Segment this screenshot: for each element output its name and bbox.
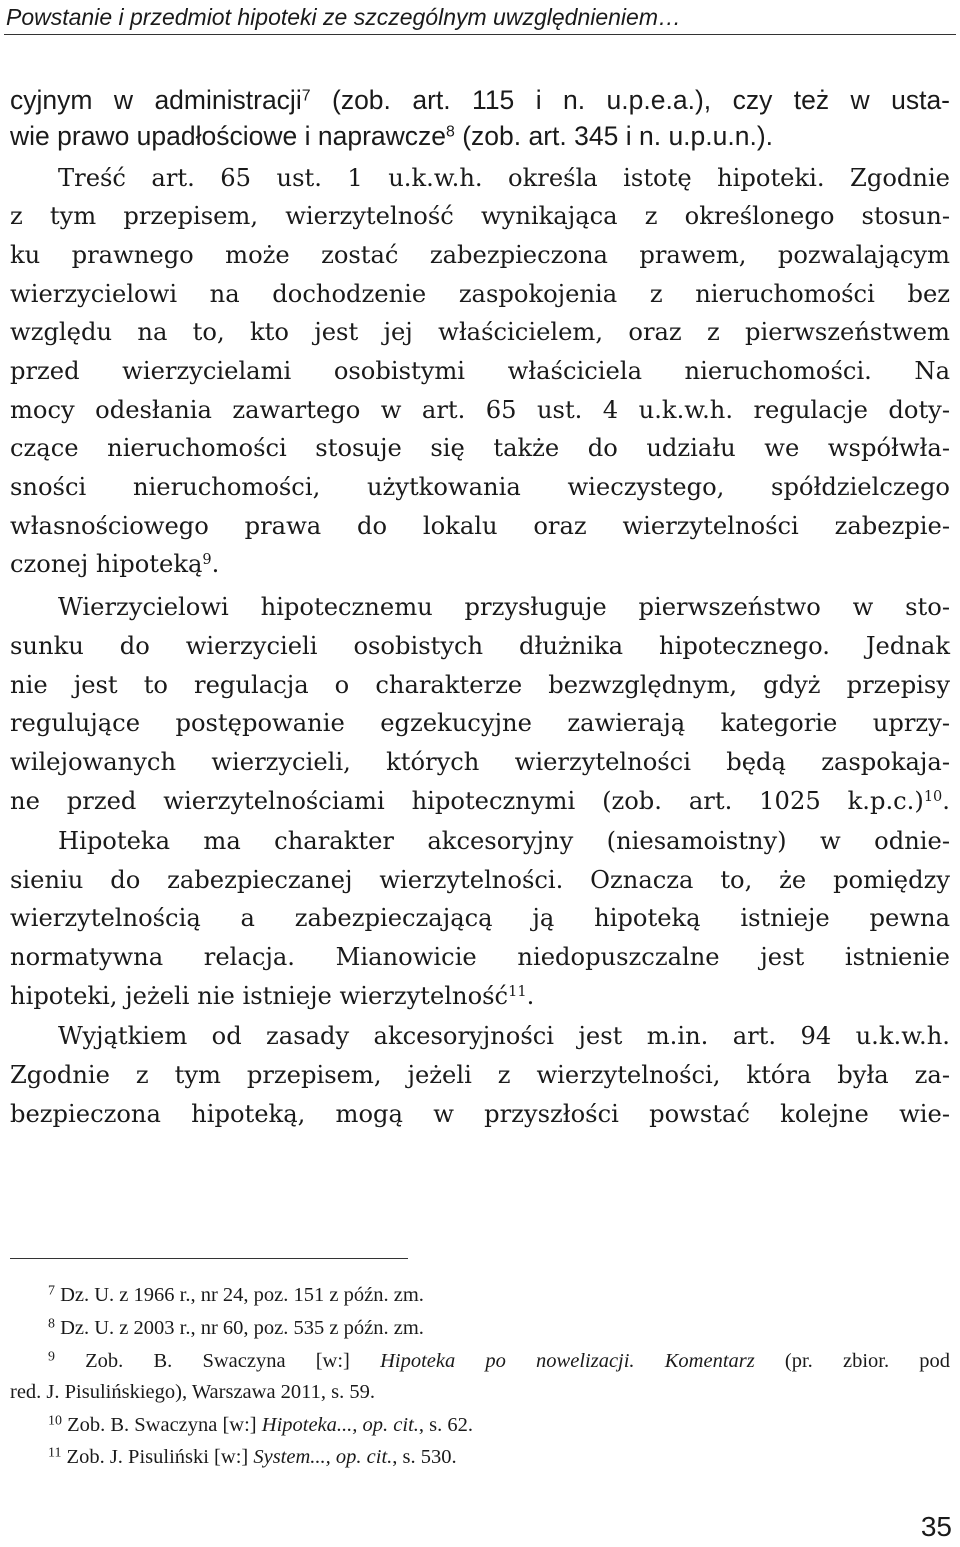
footnote-text: , s. 530.	[392, 1446, 457, 1468]
text-line: normatywna relacja. Mianowicie niedopuszczalne jest istnienie	[10, 943, 950, 971]
footnote-title: System..., op. cit.	[253, 1446, 393, 1468]
text-span: cyjnym w administracji	[10, 85, 302, 115]
text-span: .	[942, 787, 950, 815]
footnote-number: 9	[48, 1349, 55, 1365]
text-line: wierzytelnością a zabezpieczającą ją hipoteką istnieje pewna	[10, 904, 950, 932]
footnote-10	[48, 1409, 950, 1441]
text-span: (zob. art. 345 i n. u.p.u.n.).	[454, 121, 774, 151]
text-span: ne przed wierzytelnościami hipotecznymi (zob. art. 1025 k.p.c.)	[10, 787, 924, 815]
text-line: Wyjątkiem od zasady akcesoryjności jest m.in. art. 94 u.k.w.h.	[58, 1022, 950, 1050]
footnote-9-continued: red. J. Pisulińskiego), Warszawa 2011, s. 59.	[10, 1381, 376, 1403]
footnote-ref: 11	[508, 984, 527, 1001]
footnote-ref: 9	[202, 552, 212, 569]
text-span: czonej hipoteką	[10, 550, 203, 578]
footnote-11	[48, 1441, 950, 1473]
text-line: Hipoteka ma charakter akcesoryjny (niesamoistny) w odnie-	[58, 827, 950, 855]
text-span: .	[211, 550, 220, 578]
footnote-rule	[10, 1258, 408, 1259]
text-line: Wierzycielowi hipotecznemu przysługuje pierwszeństwo w sto-	[58, 593, 950, 621]
page-number: 35	[920, 1511, 952, 1542]
text-line	[10, 118, 950, 154]
text-line: sieniu do zabezpieczanej wierzytelności. Oznacza to, że pomiędzy	[10, 866, 950, 894]
footnote-text: , s. 62.	[418, 1414, 474, 1436]
text-line: ku prawnego może zostać zabezpieczona prawem, pozwalającym	[10, 241, 950, 269]
text-line: bezpieczona hipoteką, mogą w przyszłości powstać kolejne wie-	[10, 1100, 950, 1128]
text-line: wierzycielowi na dochodzenie zaspokojenia z nieruchomości bez	[10, 280, 950, 308]
footnote-text: Zob. J. Pisuliński [w:]	[66, 1446, 254, 1468]
text-span: wie prawo upadłościowe i naprawcze	[10, 121, 447, 151]
footnote-9	[48, 1345, 950, 1377]
footnote-text: Zob. B. Swaczyna [w:]	[67, 1414, 262, 1436]
footnote-text: (pr. zbior. pod	[754, 1350, 951, 1372]
text-line: wilejowanych wierzycieli, których wierzytelności będą zaspokaja-	[10, 748, 950, 776]
footnote-text: Dz. U. z 2003 r., nr 60, poz. 535 z późn. zm.	[60, 1317, 424, 1339]
text-line: regulujące postępowanie egzekucyjne zawierają kategorie uprzy-	[10, 709, 950, 737]
text-line: z tym przepisem, wierzytelność wynikająca z określonego stosun-	[10, 202, 950, 230]
text-line: względu na to, kto jest jej właścicielem, oraz z pierwszeństwem	[10, 318, 950, 346]
text-line: sunku do wierzycieli osobistych dłużnika hipotecznego. Jednak	[10, 632, 950, 660]
running-head: Powstanie i przedmiot hipoteki ze szczególnym uwzględnieniem…	[6, 4, 681, 30]
text-line: nie jest to regulacja o charakterze bezwzględnym, gdyż przepisy	[10, 671, 950, 699]
text-line: własnościowego prawa do lokalu oraz wierzytelności zabezpie-	[10, 512, 950, 540]
text-span: (zob. art. 115 i n. u.p.e.a.), czy też w usta-	[310, 85, 951, 115]
footnote-8	[48, 1312, 950, 1344]
text-line: mocy odesłania zawartego w art. 65 ust. 4 u.k.w.h. regulacje doty-	[10, 396, 950, 424]
footnote-text: Dz. U. z 1966 r., nr 24, poz. 151 z późn. zm.	[60, 1284, 424, 1306]
footnote-ref: 7	[301, 87, 311, 105]
text-line	[10, 978, 950, 1014]
text-span: hipoteki, jeżeli nie istnieje wierzytelność	[10, 982, 509, 1010]
footnote-ref: 8	[446, 123, 455, 141]
footnote-ref: 10	[923, 789, 943, 806]
footnote-text: Zob. B. Swaczyna [w:]	[85, 1350, 381, 1372]
header-rule	[4, 34, 956, 35]
footnote-7	[48, 1279, 950, 1311]
text-span: .	[526, 982, 535, 1010]
text-line: Zgodnie z tym przepisem, jeżeli z wierzytelności, która była za-	[10, 1061, 950, 1089]
footnote-number: 10	[48, 1413, 62, 1429]
text-line	[10, 546, 950, 582]
footnote-number: 11	[48, 1445, 62, 1461]
text-line: sności nieruchomości, użytkowania wieczystego, spółdzielczego	[10, 473, 950, 501]
footnote-number: 7	[48, 1283, 55, 1299]
text-line: przed wierzycielami osobistymi właściciela nieruchomości. Na	[10, 357, 950, 385]
footnote-title: Hipoteka po nowelizacji. Komentarz	[380, 1350, 755, 1372]
footnote-title: Hipoteka..., op. cit.	[261, 1414, 419, 1436]
footnote-number: 8	[48, 1316, 55, 1332]
text-line	[10, 783, 950, 819]
text-line: Treść art. 65 ust. 1 u.k.w.h. określa istotę hipoteki. Zgodnie	[58, 164, 950, 192]
text-line: czące nieruchomości stosuje się także do udziału we współwła-	[10, 434, 950, 462]
text-line	[10, 82, 950, 118]
